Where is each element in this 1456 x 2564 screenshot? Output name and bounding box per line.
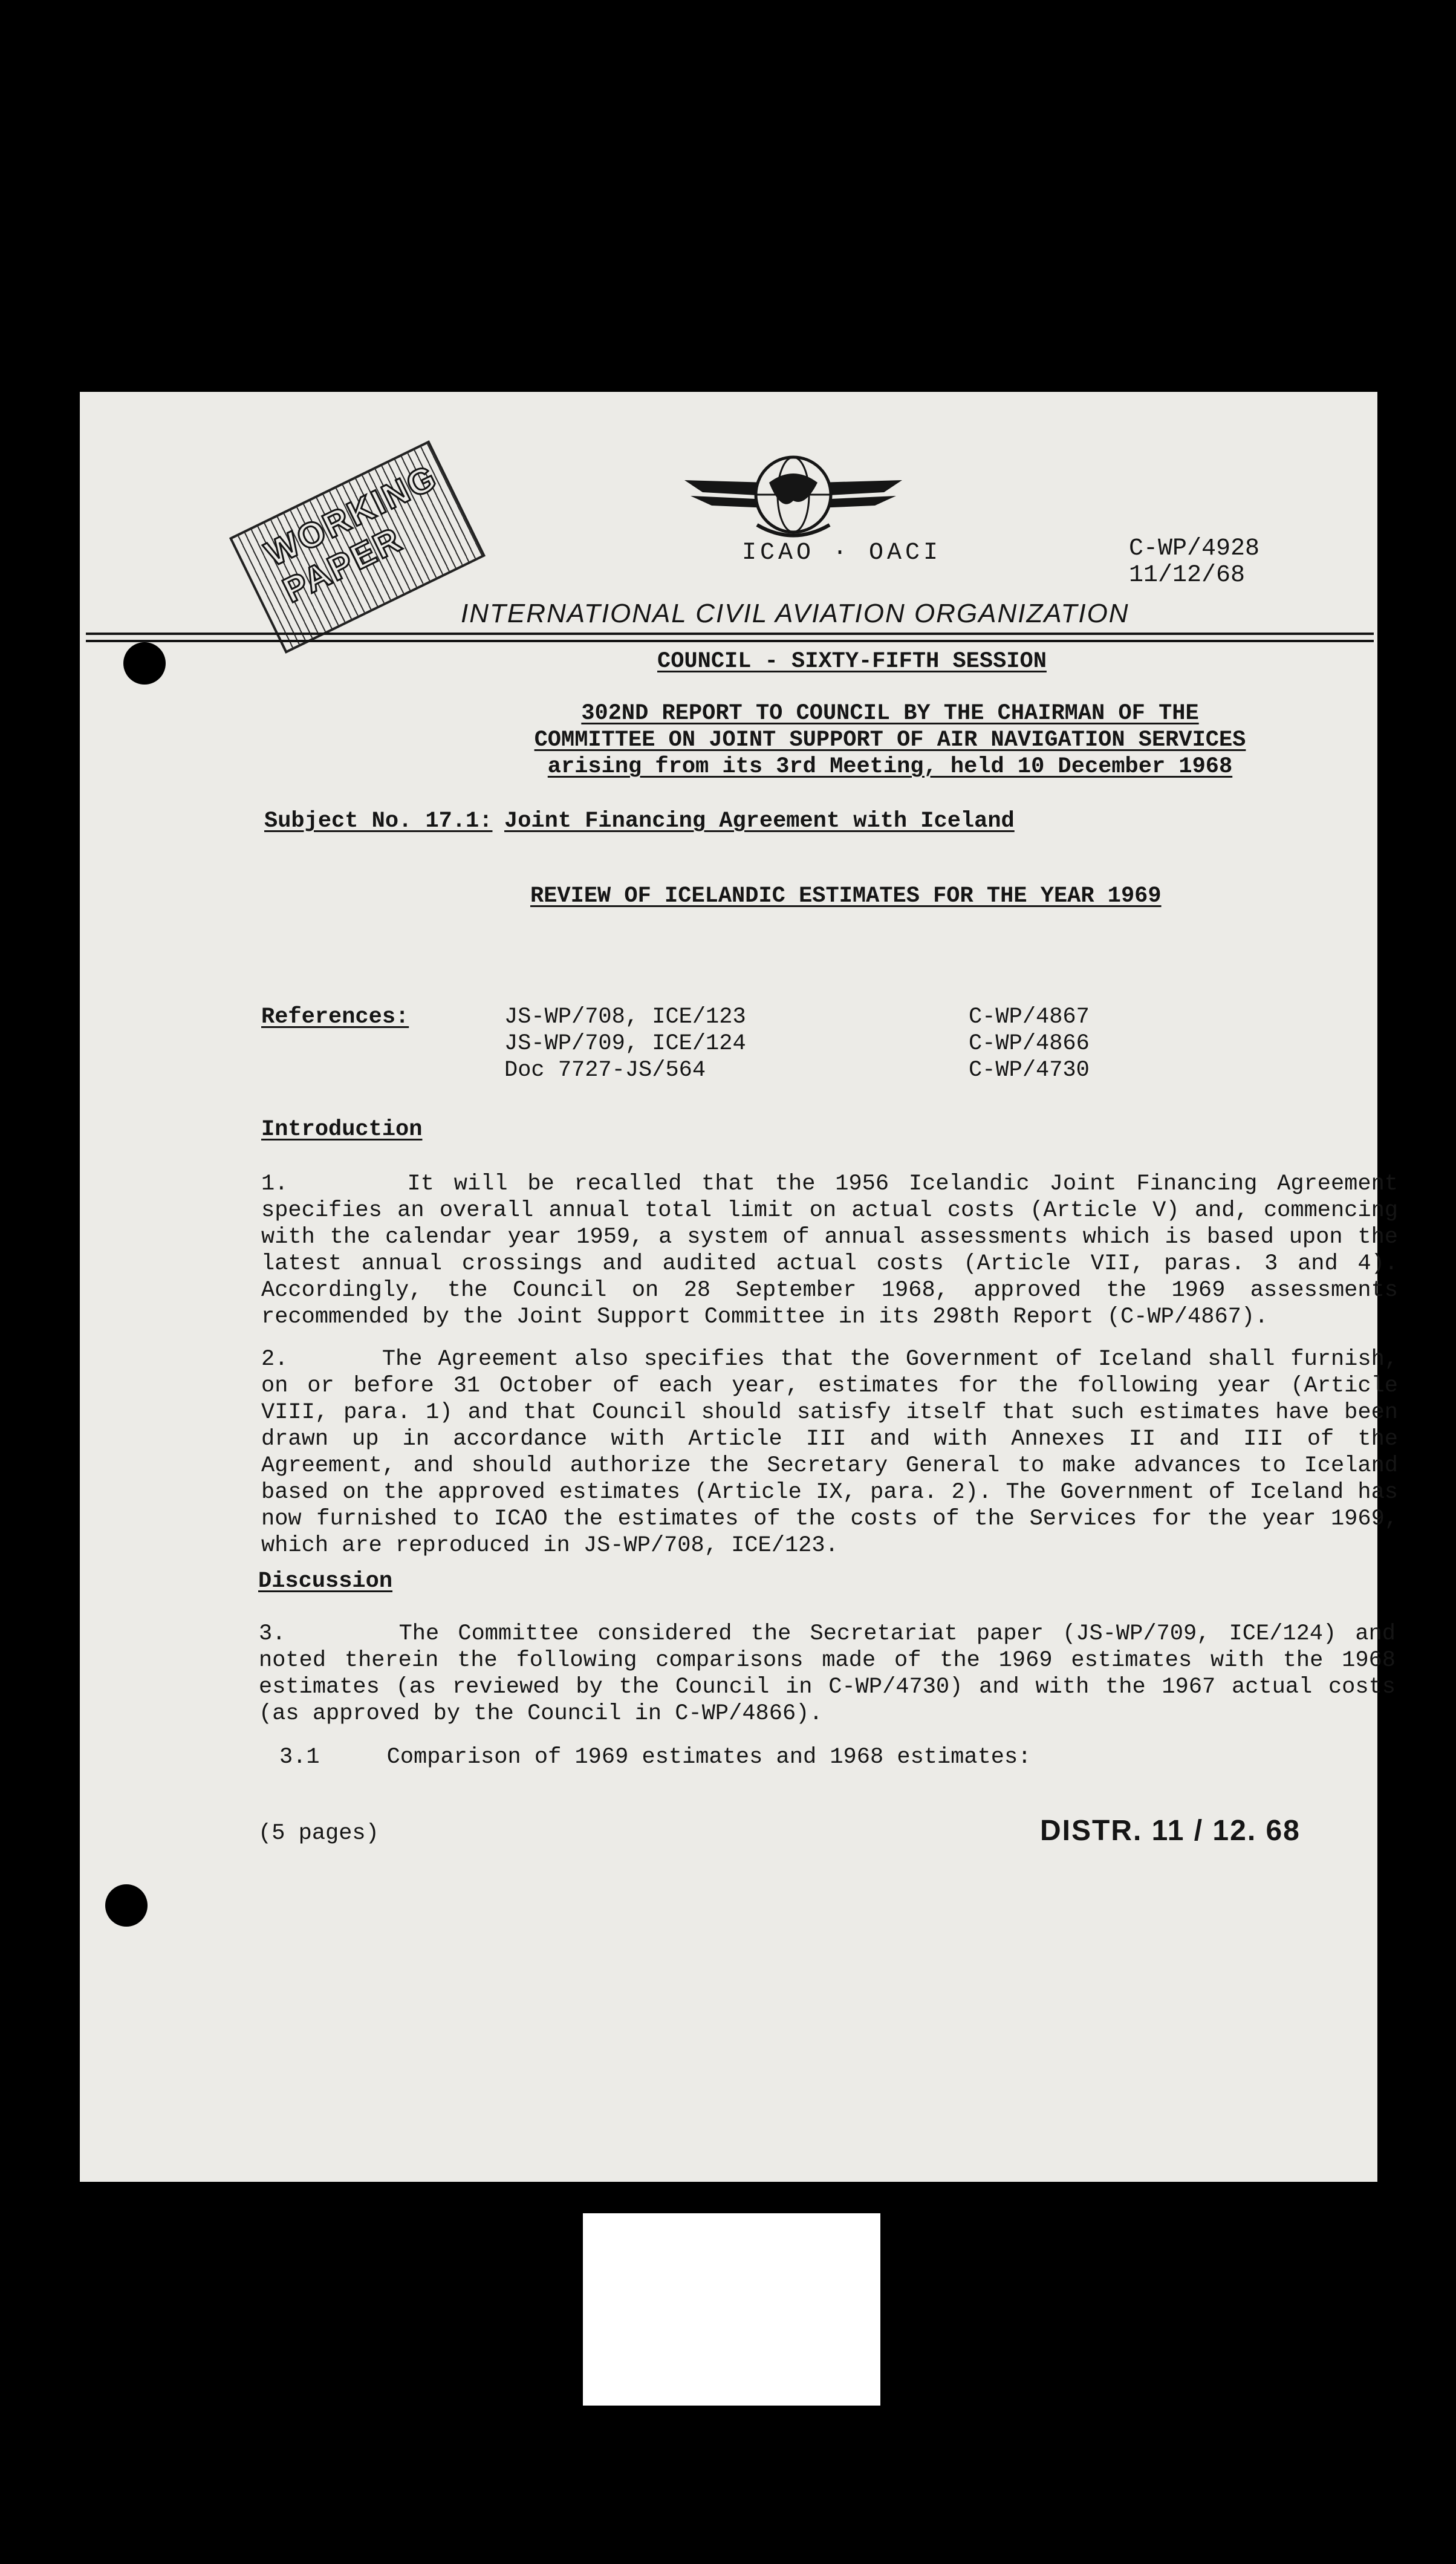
paragraph-3-1: 3.1 Comparison of 1969 estimates and 1968 estimates: (279, 1745, 1032, 1770)
paragraph-1: 1. It will be recalled that the 1956 Icelandic Joint Financing Agreement specifies an overall annual total limit on actual costs (Article V) and, commencing with the calendar year 1959, a system of annual assessments which is based upon the latest annual crossings and audited actual costs (Article VII, paras. 3 and 4). Accordingly, the Council on 28 September 1968, approved the 1969 assessments recommended by the Joint Support Committee in its 298th Report (C-WP/4867). (261, 1171, 1412, 1330)
reference-item: C-WP/4730 (969, 1058, 1090, 1083)
subject-text: Joint Financing Agreement with Iceland (504, 809, 1015, 834)
reference-item: C-WP/4866 (969, 1031, 1090, 1056)
references-left (504, 1004, 746, 1084)
report-line: 302ND REPORT TO COUNCIL BY THE CHAIRMAN OF THE (581, 701, 1199, 726)
distribution-stamp: DISTR. 11 / 12. 68 (1040, 1815, 1301, 1847)
document-page (80, 392, 1412, 2182)
references-right (969, 1004, 1090, 1084)
working-paper-stamp (229, 440, 486, 654)
paragraph-3: 3. The Committee considered the Secretariat paper (JS-WP/709, ICE/124) and noted therein the following comparisons made of the 1969 estimates with the 1968 estimates (as reviewed by the Council in C-WP/4730) and with the 1967 actual costs (as approved by the Council in C-WP/4866). (259, 1621, 1409, 1726)
reference-item: JS-WP/709, ICE/124 (504, 1031, 746, 1056)
document-date: 11/12/68 (1129, 562, 1246, 589)
page-count: (5 pages) (258, 1821, 379, 1846)
header-rule-top (86, 633, 1374, 635)
stamp-text: WORKING PAPER (259, 457, 444, 611)
reference-item: Doc 7727-JS/564 (504, 1058, 706, 1083)
report-heading (503, 700, 1277, 780)
review-title: REVIEW OF ICELANDIC ESTIMATES FOR THE YEAR 1969 (530, 883, 1162, 909)
report-line: COMMITTEE ON JOINT SUPPORT OF AIR NAVIGATION SERVICES (534, 727, 1246, 753)
discussion-heading: Discussion (258, 1569, 393, 1594)
reference-item: C-WP/4867 (969, 1004, 1090, 1030)
references-label: References: (261, 1004, 409, 1030)
blank-slip (583, 2213, 880, 2406)
subject-label: Subject No. 17.1: (264, 809, 493, 834)
session-title: COUNCIL - SIXTY-FIFTH SESSION (657, 649, 1047, 674)
report-line: arising from its 3rd Meeting, held 10 December 1968 (547, 754, 1233, 779)
reference-item: JS-WP/708, ICE/123 (504, 1004, 746, 1030)
organization-name: INTERNATIONAL CIVIL AVIATION ORGANIZATION (461, 599, 1129, 628)
introduction-heading: Introduction (261, 1117, 423, 1142)
document-reference: C-WP/4928 (1129, 535, 1260, 562)
paragraph-2: 2. The Agreement also specifies that the Government of Iceland shall furnish, on or before 31 October of each year, estimates for the following year (Article VIII, para. 1) and that Council should satisfy itself that such estimates have been drawn up in accordance with Article III and with Annexes II and III of the Agreement, and should authorize the Secretary General to make advances to Iceland based on the approved estimates (Article IX, para. 2). The Government of Iceland has now furnished to ICAO the estimates of the costs of the Services for the year 1969, which are reproduced in JS-WP/708, ICE/123. (261, 1347, 1412, 1558)
emblem-caption: ICAO · OACI (742, 539, 942, 567)
punch-hole (105, 1884, 148, 1927)
punch-hole (123, 642, 166, 685)
header-rule-bottom (86, 640, 1374, 642)
